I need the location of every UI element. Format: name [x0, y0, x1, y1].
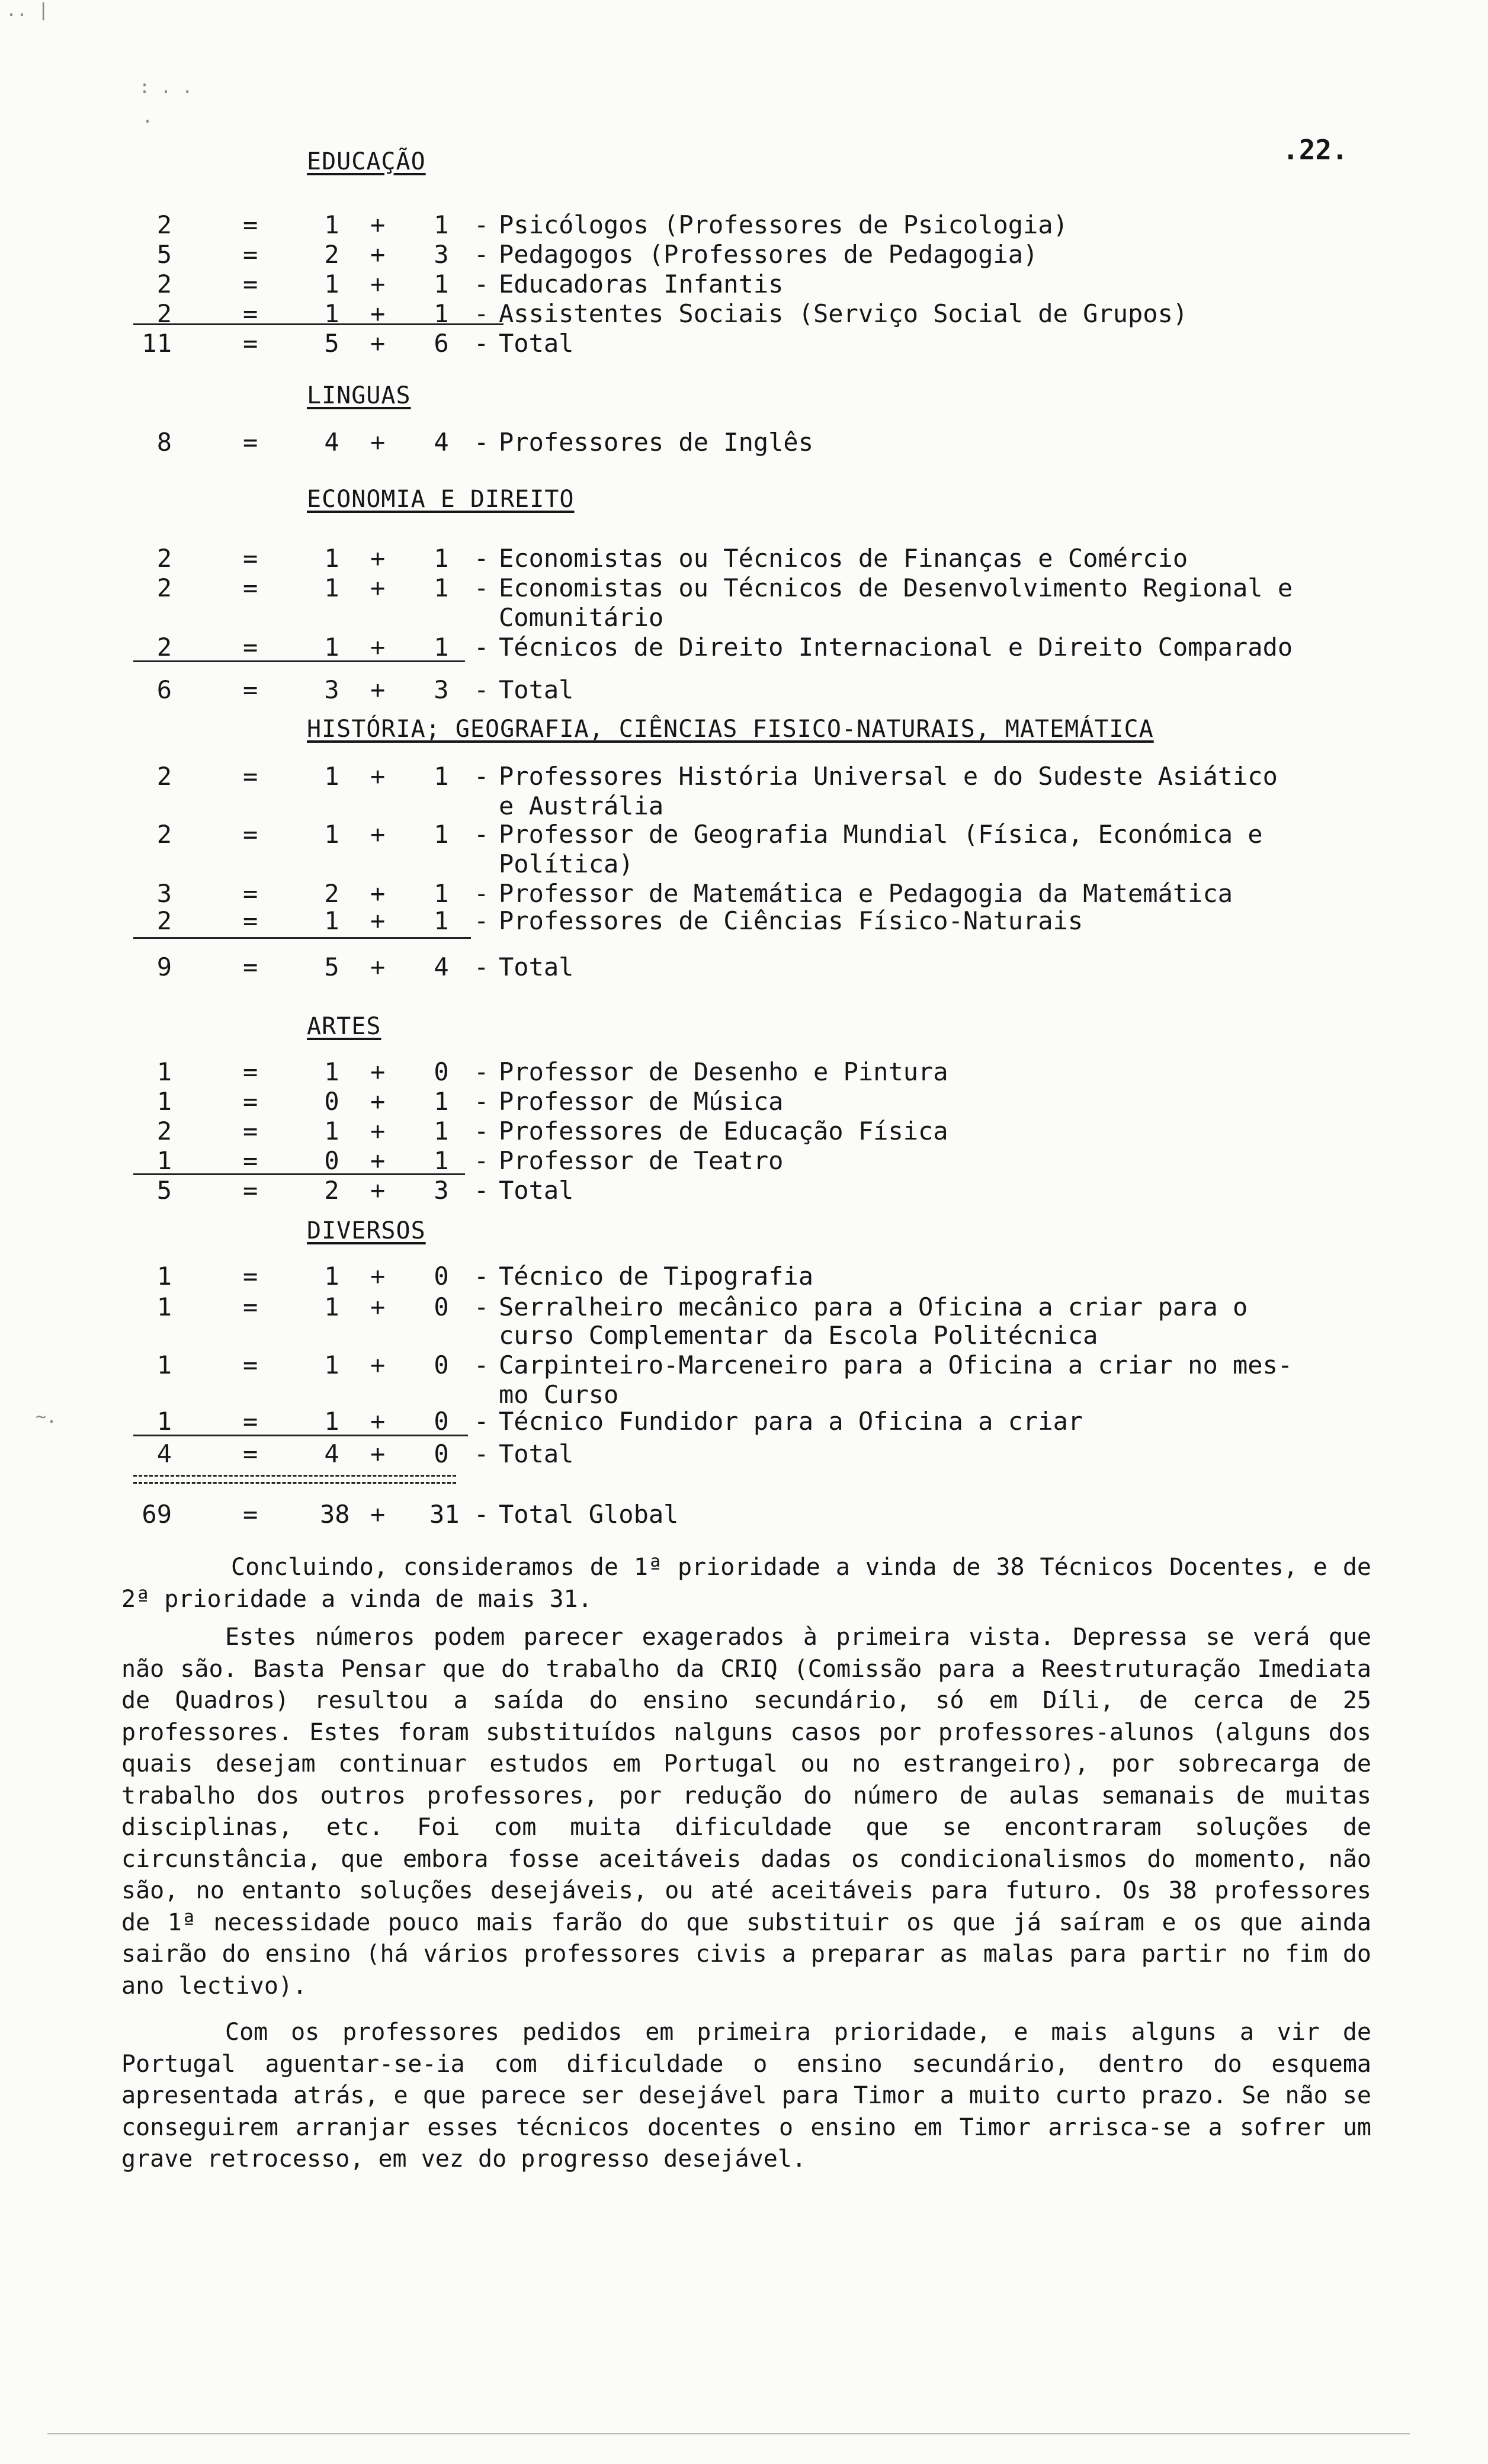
row-label: Carpinteiro-Marceneiro para a Oficina a criar no mes-	[499, 1350, 1293, 1379]
table-row	[0, 428, 1488, 458]
plus-sign: +	[370, 573, 386, 602]
row-label: Professores História Universal e do Sudeste Asiático	[499, 762, 1278, 791]
plus-sign: +	[370, 1087, 386, 1116]
table-row	[0, 240, 1488, 271]
dash: -	[474, 1292, 489, 1321]
plus-sign: +	[370, 1262, 386, 1291]
plus-sign: +	[370, 1439, 386, 1468]
second-priority-count: 1	[434, 879, 449, 908]
dash: -	[474, 1146, 489, 1175]
row-total: 1	[156, 1087, 172, 1116]
table-row	[0, 1350, 1488, 1381]
row-total: 6	[156, 675, 172, 704]
table-row	[0, 1292, 1488, 1323]
dash: -	[474, 1057, 489, 1086]
first-priority-count: 1	[324, 1262, 339, 1291]
first-priority-count: 5	[324, 329, 339, 358]
row-label: Total	[499, 1439, 574, 1468]
table-row	[0, 270, 1488, 300]
first-priority-count: 1	[324, 906, 339, 935]
equals-sign: =	[243, 1292, 258, 1321]
equals-sign: =	[243, 1262, 258, 1291]
plus-sign: +	[370, 1292, 386, 1321]
grand-total-count: 69	[142, 1500, 172, 1529]
equals-sign: =	[243, 1439, 258, 1468]
equals-sign: =	[243, 573, 258, 602]
row-total: 2	[156, 762, 172, 791]
row-label: Total Global	[499, 1500, 679, 1529]
equals-sign: =	[243, 270, 258, 299]
dash: -	[474, 544, 489, 573]
dash: -	[474, 428, 489, 457]
row-label: Técnicos de Direito Internacional e Direito Comparado	[499, 633, 1293, 662]
second-priority-count: 0	[434, 1292, 449, 1321]
row-total: 1	[156, 1292, 172, 1321]
row-total: 8	[156, 428, 172, 457]
row-label: Serralheiro mecânico para a Oficina a criar para o	[499, 1292, 1248, 1321]
second-priority-count: 1	[434, 820, 449, 849]
table-row-total	[0, 1439, 1488, 1470]
first-priority-count: 1	[324, 1350, 339, 1379]
section-heading-historia-geografia-ciencias-matematica: HISTÓRIA; GEOGRAFIA, CIÊNCIAS FISICO-NATURAIS, MATEMÁTICA	[307, 716, 1154, 743]
equals-sign: =	[243, 633, 258, 662]
dash: -	[474, 633, 489, 662]
row-label-continuation: Política)	[499, 849, 634, 878]
dash: -	[474, 573, 489, 602]
first-priority-count: 2	[324, 240, 339, 269]
plus-sign: +	[370, 879, 386, 908]
page-bottom-edge	[47, 2433, 1410, 2434]
table-row-total	[0, 675, 1488, 706]
table-row	[0, 210, 1488, 241]
second-priority-count: 1	[434, 299, 449, 328]
dash: -	[474, 906, 489, 935]
row-label: Total	[499, 952, 574, 981]
row-label: Professor de Desenho e Pintura	[499, 1057, 948, 1086]
row-label-continuation: e Austrália	[499, 791, 664, 820]
row-total: 2	[156, 1116, 172, 1146]
row-label: Professor de Música	[499, 1087, 784, 1116]
row-total: 2	[156, 906, 172, 935]
row-total: 4	[156, 1439, 172, 1468]
row-label: Professor de Geografia Mundial (Física, Económica e	[499, 820, 1263, 849]
row-label: Professores de Educação Física	[499, 1116, 948, 1146]
equals-sign: =	[243, 1350, 258, 1379]
plus-sign: +	[370, 210, 386, 239]
equals-sign: =	[243, 820, 258, 849]
plus-sign: +	[370, 762, 386, 791]
row-label: Técnico de Tipografia	[499, 1262, 814, 1291]
plus-sign: +	[370, 1116, 386, 1146]
row-total: 2	[156, 820, 172, 849]
second-priority-count: 1	[434, 573, 449, 602]
table-row	[0, 1116, 1488, 1147]
first-priority-count: 3	[324, 675, 339, 704]
row-label: Professor de Teatro	[499, 1146, 784, 1175]
plus-sign: +	[370, 1057, 386, 1086]
section-heading-educacao: EDUCAÇÃO	[307, 148, 426, 175]
row-label-continuation: Comunitário	[499, 603, 664, 632]
equals-sign: =	[243, 1146, 258, 1175]
equals-sign: =	[243, 906, 258, 935]
table-row	[0, 573, 1488, 604]
row-total: 2	[156, 633, 172, 662]
first-priority-count: 0	[324, 1146, 339, 1175]
dash: -	[474, 270, 489, 299]
table-row	[0, 633, 1488, 663]
row-total: 5	[156, 240, 172, 269]
second-priority-count: 3	[434, 1176, 449, 1205]
dash: -	[474, 1350, 489, 1379]
second-priority-count: 0	[434, 1350, 449, 1379]
table-row	[0, 1407, 1488, 1438]
second-priority-count: 0	[434, 1439, 449, 1468]
row-label: Professores de Inglês	[499, 428, 814, 457]
equals-sign: =	[243, 675, 258, 704]
second-priority-count: 1	[434, 544, 449, 573]
grand-total-rule	[133, 1475, 456, 1477]
plus-sign: +	[370, 270, 386, 299]
second-priority-count: 1	[434, 1087, 449, 1116]
subtotal-rule	[133, 660, 465, 662]
table-row	[0, 879, 1488, 910]
equals-sign: =	[243, 879, 258, 908]
first-priority-count: 2	[324, 879, 339, 908]
second-priority-count: 1	[434, 762, 449, 791]
row-total: 1	[156, 1146, 172, 1175]
table-row	[0, 1057, 1488, 1088]
table-row	[0, 820, 1488, 851]
subtotal-rule	[133, 323, 504, 325]
second-priority-count: 1	[434, 633, 449, 662]
first-priority-count: 0	[324, 1087, 339, 1116]
first-priority-count: 1	[324, 1057, 339, 1086]
row-label: Professor de Matemática e Pedagogia da Matemática	[499, 879, 1233, 908]
section-heading-linguas: LINGUAS	[307, 382, 411, 409]
row-total: 9	[156, 952, 172, 981]
section-heading-artes: ARTES	[307, 1013, 381, 1040]
first-priority-count: 1	[324, 762, 339, 791]
dash: -	[474, 952, 489, 981]
table-row	[0, 1262, 1488, 1292]
subtotal-rule	[133, 937, 471, 939]
paragraph-priorities: Com os professores pedidos em primeira prioridade, e mais alguns a vir de Portugal aguentar-se-ia com dificuldade o ensino secundário, dentro do esquema apresentada atrás, e que parece ser desejável para Timor a muito curto prazo. Se não se conseguirem arranjar esses técnicos docentes o ensino em Timor arrisca-se a sofrer um grave retrocesso, em vez do progresso desejável.	[121, 2019, 1371, 2173]
row-label: Professores de Ciências Físico-Naturais	[499, 906, 1083, 935]
first-priority-count: 1	[324, 820, 339, 849]
equals-sign: =	[243, 762, 258, 791]
row-label: Pedagogos (Professores de Pedagogia)	[499, 240, 1038, 269]
equals-sign: =	[243, 1116, 258, 1146]
row-label: Economistas ou Técnicos de Finanças e Comércio	[499, 544, 1188, 573]
row-label: Educadoras Infantis	[499, 270, 784, 299]
second-priority-count: 1	[434, 270, 449, 299]
equals-sign: =	[243, 299, 258, 328]
plus-sign: +	[370, 1176, 386, 1205]
second-priority-count: 0	[434, 1057, 449, 1086]
table-row	[0, 906, 1488, 937]
plus-sign: +	[370, 675, 386, 704]
first-priority-count: 1	[324, 633, 339, 662]
row-total: 3	[156, 879, 172, 908]
equals-sign: =	[243, 1500, 258, 1529]
equals-sign: =	[243, 952, 258, 981]
row-label: Total	[499, 675, 574, 704]
dash: -	[474, 1176, 489, 1205]
table-row	[0, 1087, 1488, 1118]
equals-sign: =	[243, 1407, 258, 1436]
first-priority-count: 1	[324, 299, 339, 328]
row-label: Psicólogos (Professores de Psicologia)	[499, 210, 1068, 239]
equals-sign: =	[243, 1057, 258, 1086]
row-label: Total	[499, 329, 574, 358]
equals-sign: =	[243, 1176, 258, 1205]
first-priority-count: 1	[324, 1407, 339, 1436]
table-row-total	[0, 1176, 1488, 1207]
row-label: Economistas ou Técnicos de Desenvolvimento Regional e	[499, 573, 1293, 602]
plus-sign: +	[370, 329, 386, 358]
first-priority-count: 1	[324, 573, 339, 602]
plus-sign: +	[370, 1500, 386, 1529]
paragraph-justification: Estes números podem parecer exagerados à primeira vista. Depressa se verá que não são. Basta Pensar que do trabalho da CRIQ (Comissão para a Reestruturação Imediata de Quadros) resultou a saída do ensino secundário, só em Díli, de cerca de 25 professores. Estes foram substituídos nalguns casos por professores-alunos (alguns dos quais desejam continuar estudos em Portugal ou no estrangeiro), por sobrecarga de trabalho dos outros professores, por redução do número de aulas semanais de muitas disciplinas, etc. Foi com muita dificuldade que se encontraram soluções de circunstância, que embora fosse aceitáveis dadas os condicionalismos do momento, não são, no entanto soluções desejáveis, ou até aceitáveis para futuro. Os 38 professores de 1ª necessidade pouco mais farão do que substituir os que já saíram e os que ainda sairão do ensino (há vários professores civis a preparar as malas para partir no fim do ano lectivo).	[121, 1624, 1371, 2000]
row-total: 2	[156, 270, 172, 299]
second-priority-count: 0	[434, 1262, 449, 1291]
first-priority-count: 1	[324, 544, 339, 573]
second-priority-count: 31	[429, 1500, 460, 1529]
dash: -	[474, 762, 489, 791]
first-priority-count: 1	[324, 1116, 339, 1146]
row-total: 1	[156, 1350, 172, 1379]
dash: -	[474, 1439, 489, 1468]
row-total: 2	[156, 544, 172, 573]
first-priority-count: 2	[324, 1176, 339, 1205]
dash: -	[474, 240, 489, 269]
plus-sign: +	[370, 633, 386, 662]
section-heading-diversos: DIVERSOS	[307, 1217, 426, 1244]
row-label: Total	[499, 1176, 574, 1205]
first-priority-count: 38	[320, 1500, 350, 1529]
page-number: .22.	[1282, 134, 1348, 166]
dash: -	[474, 1407, 489, 1436]
dash: -	[474, 210, 489, 239]
second-priority-count: 1	[434, 906, 449, 935]
dash: -	[474, 820, 489, 849]
plus-sign: +	[370, 240, 386, 269]
first-priority-count: 5	[324, 952, 339, 981]
dash: -	[474, 1262, 489, 1291]
plus-sign: +	[370, 1407, 386, 1436]
row-label: Assistentes Sociais (Serviço Social de Grupos)	[499, 299, 1188, 328]
second-priority-count: 0	[434, 1407, 449, 1436]
grand-total-rule	[133, 1482, 456, 1484]
row-total: 1	[156, 1407, 172, 1436]
second-priority-count: 1	[434, 210, 449, 239]
subtotal-rule	[133, 1173, 465, 1175]
plus-sign: +	[370, 1146, 386, 1175]
plus-sign: +	[370, 428, 386, 457]
second-priority-count: 4	[434, 952, 449, 981]
plus-sign: +	[370, 544, 386, 573]
dash: -	[474, 1500, 489, 1529]
dash: -	[474, 879, 489, 908]
subtotal-rule	[133, 1435, 468, 1436]
table-row-grand-total	[0, 1500, 1488, 1531]
row-total: 1	[156, 1262, 172, 1291]
dash: -	[474, 1116, 489, 1146]
equals-sign: =	[243, 544, 258, 573]
dash: -	[474, 1087, 489, 1116]
row-label: Técnico Fundidor para a Oficina a criar	[499, 1407, 1083, 1436]
first-priority-count: 1	[324, 210, 339, 239]
equals-sign: =	[243, 210, 258, 239]
second-priority-count: 1	[434, 1146, 449, 1175]
row-total: 2	[156, 573, 172, 602]
second-priority-count: 3	[434, 675, 449, 704]
first-priority-count: 4	[324, 428, 339, 457]
table-row-total	[0, 952, 1488, 983]
equals-sign: =	[243, 1087, 258, 1116]
plus-sign: +	[370, 952, 386, 981]
equals-sign: =	[243, 428, 258, 457]
first-priority-count: 1	[324, 1292, 339, 1321]
second-priority-count: 1	[434, 1116, 449, 1146]
first-priority-count: 4	[324, 1439, 339, 1468]
plus-sign: +	[370, 299, 386, 328]
table-row	[0, 1146, 1488, 1177]
row-total: 5	[156, 1176, 172, 1205]
row-total: 2	[156, 299, 172, 328]
second-priority-count: 3	[434, 240, 449, 269]
table-row	[0, 544, 1488, 575]
dash: -	[474, 329, 489, 358]
dash: -	[474, 675, 489, 704]
second-priority-count: 6	[434, 329, 449, 358]
table-row-total	[0, 329, 1488, 360]
second-priority-count: 4	[434, 428, 449, 457]
plus-sign: +	[370, 1350, 386, 1379]
row-total: 2	[156, 210, 172, 239]
plus-sign: +	[370, 906, 386, 935]
plus-sign: +	[370, 820, 386, 849]
row-total: 11	[142, 329, 172, 358]
section-heading-economia-direito: ECONOMIA E DIREITO	[307, 486, 575, 513]
dash: -	[474, 299, 489, 328]
table-row	[0, 762, 1488, 793]
row-label-continuation: curso Complementar da Escola Politécnica	[499, 1321, 1098, 1350]
table-row	[0, 299, 1488, 330]
equals-sign: =	[243, 240, 258, 269]
first-priority-count: 1	[324, 270, 339, 299]
equals-sign: =	[243, 329, 258, 358]
row-total: 1	[156, 1057, 172, 1086]
paragraph-conclusion: Concluindo, consideramos de 1ª prioridade a vinda de 38 Técnicos Docentes, e de 2ª prioridade a vinda de mais 31.	[121, 1554, 1371, 1613]
row-label-continuation: mo Curso	[499, 1380, 619, 1409]
